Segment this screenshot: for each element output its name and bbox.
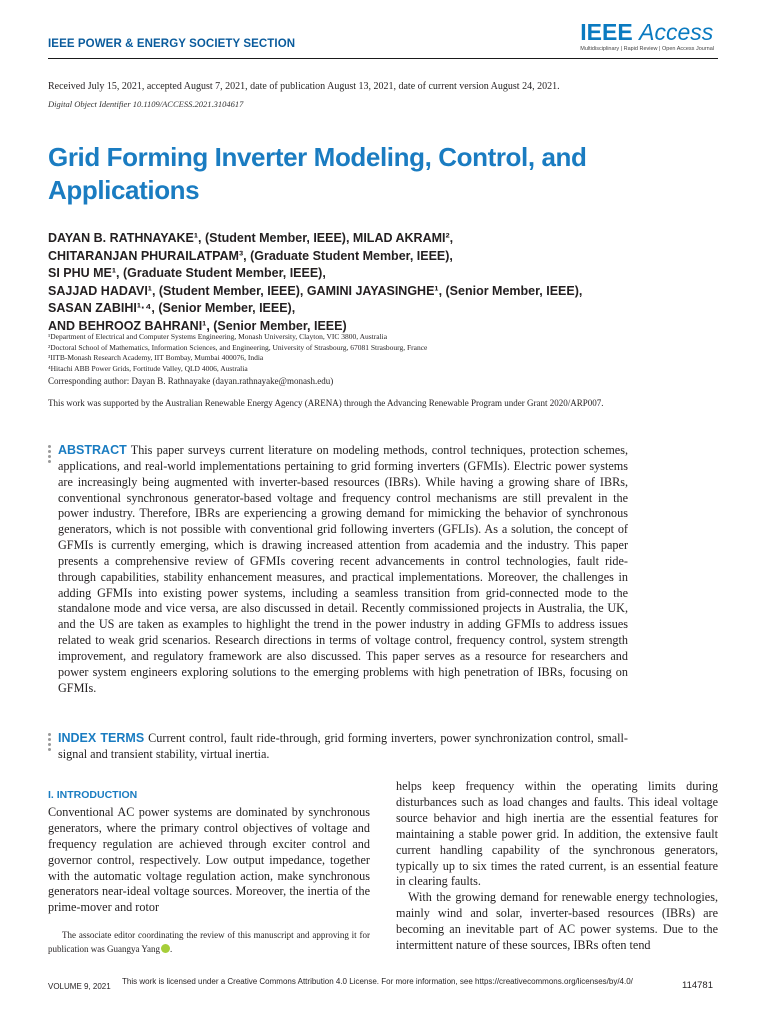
author-line: SASAN ZABIHI¹·⁴, (Senior Member, IEEE),: [48, 301, 296, 315]
abstract-text: This paper surveys current literature on modeling methods, control techniques, protection schemes, applications, and real-world implementations pertaining to grid forming inverters (GFMIs). Electric power systems are increasingly being augmented with inverter-based resources (IBRs). While having a growing share of IBRs, conventional synchronous generator-based voltage and frequency control mechanisms are still prevalent in the power industry. Therefore, IBRs are experiencing a growing demand for mimicking the behavior of synchronous generators, which is not possible with conventional grid following inverters (GFLIs). As a solution, the concept of GFMIs is currently emerging, which is drawing increased attention from academia and the industry. This paper presents a comprehensive review of GFMIs covering recent advancements in control technologies, fault ride-through capabilities, stability enhancement measures, and practical implementations. Moreover, the challenges in adding GFMIs into existing power systems, including a seamless transition from grid-connected mode to the standalone mode and vice versa, are also discussed in detail. Recently commissioned projects in Australia, the UK, and the US are taken as examples to highlight the trend in the power industry in adding GFMIs to address issues related to weak grid scenarios. Research directions in terms of voltage control, frequency control, system strength improvement, and regulatory framework are also discussed. This paper serves as a resource for researchers and power system engineers exploring solutions to the emerging problems with high penetration of IBRs, focusing on GFMIs.: [58, 443, 628, 695]
index-terms-text: Current control, fault ride-through, grid forming inverters, power synchronization control, small-signal and transient stability, virtual inertia.: [58, 731, 628, 761]
author-list: [48, 230, 728, 335]
author-line: CHITARANJAN PHURAILATPAM³, (Graduate Student Member, IEEE),: [48, 248, 453, 263]
orcid-icon[interactable]: iD: [161, 944, 170, 953]
ieee-access-logo: [580, 20, 714, 52]
body-paragraph: helps keep frequency within the operating limits during disturbances such as load changes and faults. This ideal voltage source behavior and high inertia are the essential features for maintaining a stable power grid. In addition, the extensive fault current handling capability of the synchronous generators, typically up to six times the rated current, is an essential feature in clearing faults.: [396, 779, 718, 889]
author-line: AND BEHROOZ BAHRANI¹, (Senior Member, IEEE): [48, 318, 347, 333]
section-heading: I. INTRODUCTION: [48, 789, 138, 801]
author-line: SI PHU ME¹, (Graduate Student Member, IEEE),: [48, 266, 326, 280]
title-line-2: Applications: [48, 175, 200, 205]
received-dates: Received July 15, 2021, accepted August 7, 2021, date of publication August 13, 2021, date of current version August 24, 2021.: [48, 81, 560, 92]
affiliation: ⁴Hitachi ABB Power Grids, Fortitude Valley, QLD 4006, Australia: [48, 363, 248, 373]
editor-footnote: The associate editor coordinating the review of this manuscript and approving it for publication was Guangya Yang iD.: [48, 930, 370, 954]
footer-volume: VOLUME 9, 2021: [48, 982, 111, 991]
abstract-label: ABSTRACT: [58, 443, 127, 457]
abstract-dots-icon: [48, 445, 52, 465]
logo-ieee: IEEE: [580, 19, 633, 45]
paper-title: [48, 141, 668, 207]
left-column: [48, 788, 370, 916]
footnote-text: The associate editor coordinating the review of this manuscript and approving it for publication was Guangya Yang: [48, 930, 370, 954]
index-dots-icon: [48, 733, 52, 753]
right-column: [396, 779, 718, 954]
section-label: IEEE POWER & ENERGY SOCIETY SECTION: [48, 38, 296, 50]
doi[interactable]: Digital Object Identifier 10.1109/ACCESS.2021.3104617: [48, 99, 244, 109]
affiliation: ²Doctoral School of Mathematics, Information Sciences, and Engineering, University of Strasbourg, 67081 Strasbourg, France: [48, 342, 428, 352]
corresponding-author: Corresponding author: Dayan B. Rathnayake (dayan.rathnayake@monash.edu): [48, 376, 334, 386]
index-terms: [58, 731, 628, 763]
affiliation: ³IITB-Monash Research Academy, IIT Bombay, Mumbai 400076, India: [48, 353, 264, 363]
body-paragraph: Conventional AC power systems are dominated by synchronous generators, where the primary control objectives of voltage and frequency regulation are achieved through exciter control and governor control, respectively. Low output impedance, together with the automatic voltage regulation action, make synchronous generators near-ideal voltage sources. Moreover, the inertia of the prime-mover and rotor: [48, 804, 370, 915]
author-line: SAJJAD HADAVI¹, (Student Member, IEEE), GAMINI JAYASINGHE¹, (Senior Member, IEEE),: [48, 283, 583, 298]
index-terms-label: INDEX TERMS: [58, 731, 145, 745]
funding-note: This work was supported by the Australian Renewable Energy Agency (ARENA) through the Advancing Renewable Program under Grant 2020/ARP007.: [48, 398, 604, 408]
logo-tagline: Multidisciplinary | Rapid Review | Open Access Journal: [580, 46, 714, 52]
affiliation: ¹Department of Electrical and Computer Systems Engineering, Monash University, Clayton, VIC 3800, Australia: [48, 332, 388, 341]
abstract: [58, 443, 628, 697]
footer-license[interactable]: This work is licensed under a Creative Commons Attribution 4.0 License. For more information, see https://creativecommons.org/licenses/by/4.0/: [122, 977, 633, 986]
body-paragraph: With the growing demand for renewable energy technologies, mainly wind and solar, inverter-based resources (IBRs) are becoming an inevitable part of AC power systems. Due to the intermittent nature of these sources, IBRs often tend: [396, 890, 718, 953]
page-number: 114781: [682, 980, 713, 991]
title-line-1: Grid Forming Inverter Modeling, Control, and: [48, 142, 587, 172]
logo-access: Access: [639, 19, 714, 45]
author-line: DAYAN B. RATHNAYAKE¹, (Student Member, IEEE), MILAD AKRAMI²,: [48, 231, 454, 245]
affiliations: [48, 332, 427, 374]
header-rule: [48, 58, 718, 59]
